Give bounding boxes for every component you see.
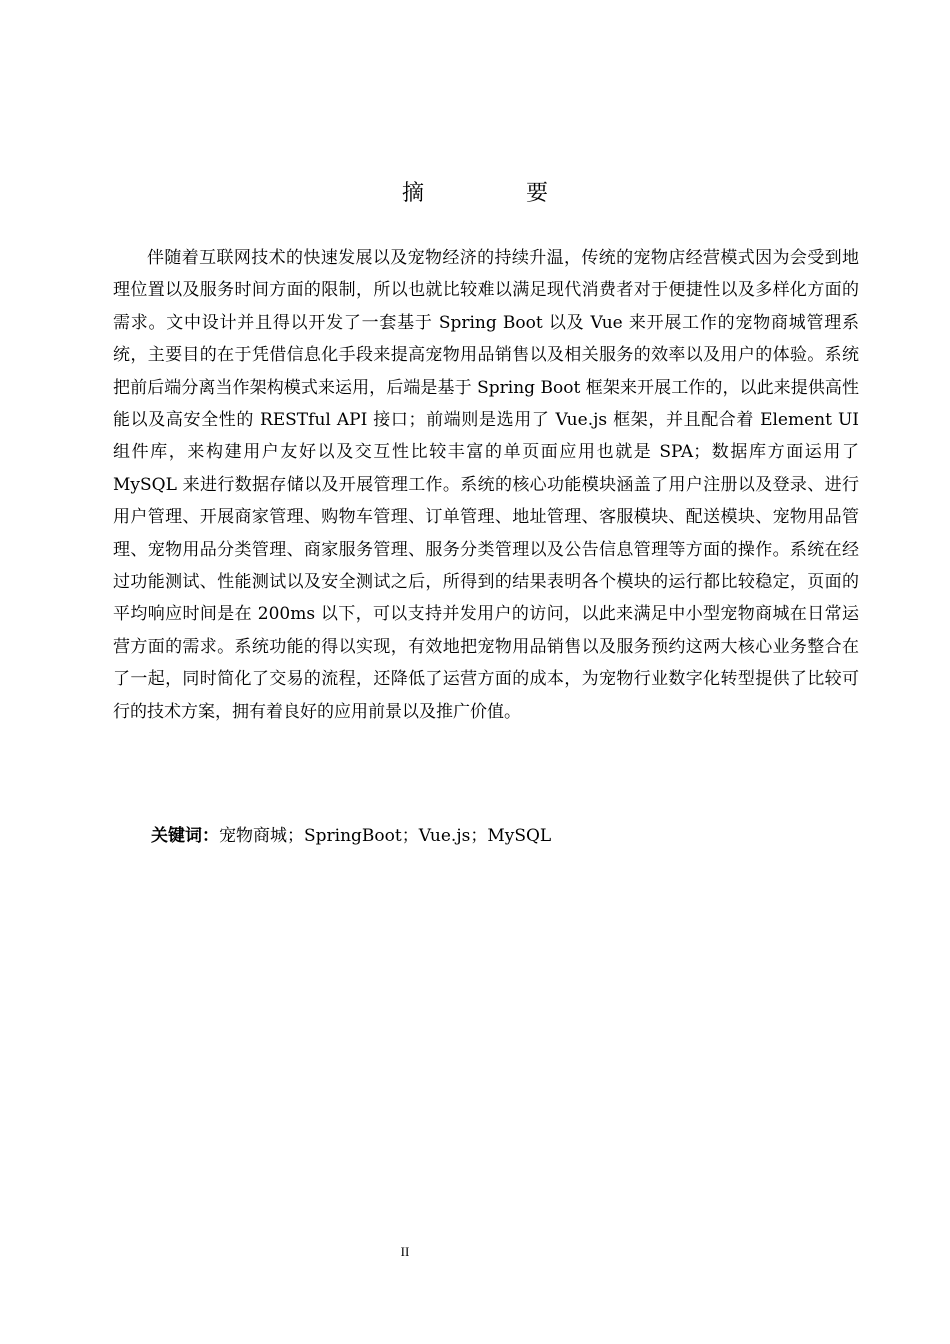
page-title: 摘 要 [401,181,588,206]
page-number: II [400,1244,410,1259]
abstract-paragraph: 伴随着互联网技术的快速发展以及宠物经济的持续升温，传统的宠物店经营模式因为会受到地理位置以及服务时间方面的限制，所以也就比较难以满足现代消费者对于便捷性以及多样化方面的需求。文中设计并且得以开发了一套基于 Spring Boot 以及 Vue 来开展工作的宠物商城管理系统，主要目的在于凭借信息化手段来提高宠物用品销售以及相关服务的效率以及用户的体验。系统把前后端分离当作架构模式来运用，后端是基于 Spring Boot 框架来开展工作的，以此来提供高性能以及高安全性的 RESTful API 接口；前端则是选用了 Vue.js 框架，并且配合着 Element UI 组件库，来构建用户友好以及交互性比较丰富的单页面应用也就是 SPA；数据库方面运用了 MySQL 来进行数据存储以及开展管理工作。系统的核心功能模块涵盖了用户注册以及登录、进行用户管理、开展商家管理、购物车管理、订单管理、地址管理、客服模块、配送模块、宠物用品管理、宠物用品分类管理、商家服务管理、服务分类管理以及公告信息管理等方面的操作。系统在经过功能测试、性能测试以及安全测试之后，所得到的结果表明各个模块的运行都比较稳定，页面的平均响应时间是在 200ms 以下，可以支持并发用户的访问，以此来满足中小型宠物商城在日常运营方面的需求。系统功能的得以实现，有效地把宠物用品销售以及服务预约这两大核心业务整合在了一起，同时简化了交易的流程，还降低了运营方面的成本，为宠物行业数字化转型提供了比较可行的技术方案，拥有着良好的应用前景以及推广价值。 [113,248,859,722]
keywords-line [151,820,551,852]
keywords-label: 关键词： [151,826,219,846]
keywords-text: 宠物商城；SpringBoot；Vue.js；MySQL [219,826,552,846]
